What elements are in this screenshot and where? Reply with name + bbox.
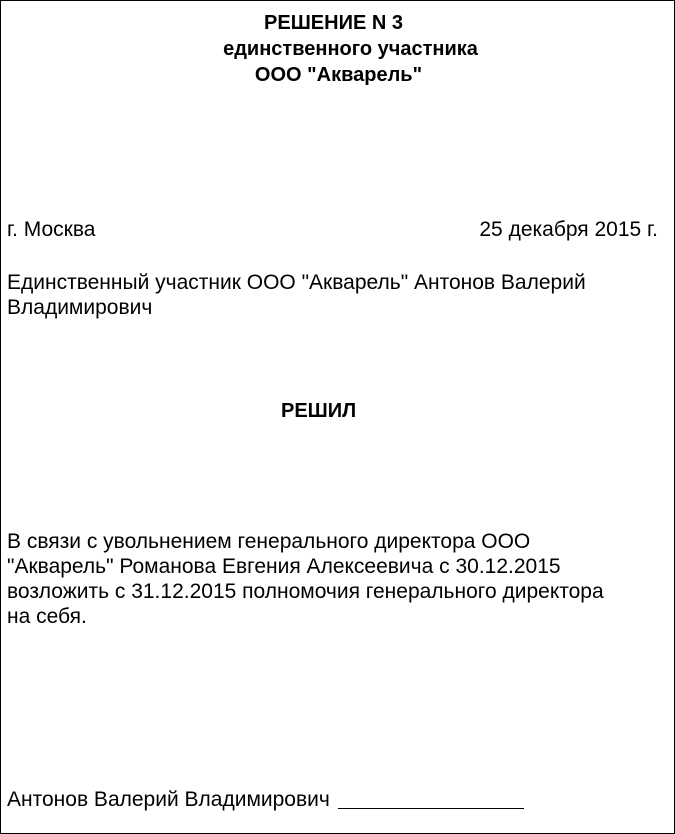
company-name: ООО "Акварель" xyxy=(254,64,423,86)
decided-heading: РЕШИЛ xyxy=(281,400,357,422)
decision-paragraph: В связи с увольнением генерального директора ООО "Акварель" Романова Евгения Алексеевича с 30.12.2015 возложить с 31.12.2015 полномочия генерального директора на себя. xyxy=(7,530,604,628)
city: г. Москва xyxy=(7,218,96,241)
signatory-name: Антонов Валерий Владимирович xyxy=(7,788,330,811)
signature-row xyxy=(7,787,524,813)
signature-line xyxy=(338,808,524,809)
document-subtitle: единственного участника xyxy=(223,38,478,60)
document-date: 25 декабря 2015 г. xyxy=(479,218,658,241)
document-title: РЕШЕНИЕ N 3 xyxy=(264,12,403,34)
participant-paragraph: Единственный участник ООО "Акварель" Антонов Валерий Владимирович xyxy=(7,271,586,319)
